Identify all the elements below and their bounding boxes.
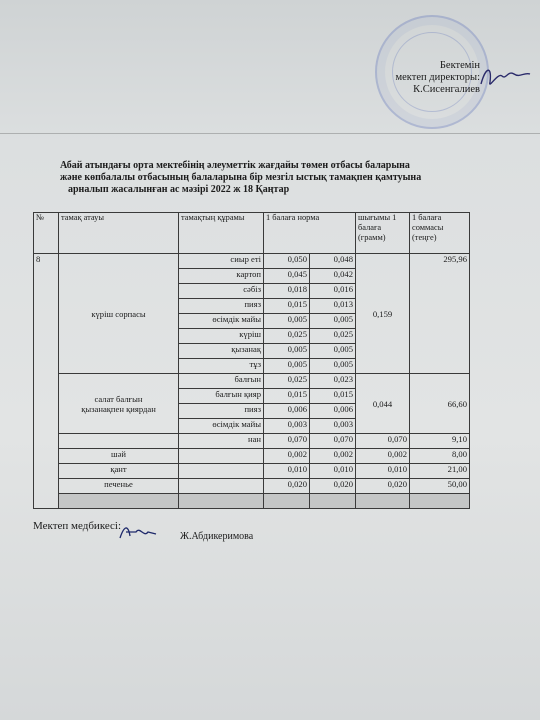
soup-name: күріш сорпасы <box>59 254 179 374</box>
nurse-name: Ж.Абдикеримова <box>180 531 254 542</box>
menu-table <box>33 212 470 509</box>
header-yield: шығымы 1 балаға (грамм) <box>356 213 410 254</box>
header-ingredient: тамақтың құрамы <box>179 213 264 254</box>
approval-block <box>380 60 480 96</box>
header-norm: 1 балаға норма <box>264 213 356 254</box>
salad-sum: 66,60 <box>410 374 470 434</box>
salad-yield: 0,044 <box>356 374 410 434</box>
table-row: сәбіз 0,018 0,016 <box>34 284 470 299</box>
title-line-2: және көпбалалы отбасының балаларына бір мезгіл ыстық тамақпен қамтуына <box>60 172 422 183</box>
header-dish: тамақ атауы <box>59 213 179 254</box>
table-row: 8 күріш сорпасы сиыр еті 0,050 0,048 0,159 295,96 <box>34 254 470 269</box>
soup-sum: 295,96 <box>410 254 470 374</box>
header-sum: 1 балаға соммасы (теңге) <box>410 213 470 254</box>
table-row: тұз 0,005 0,005 <box>34 359 470 374</box>
table-row: өсімдік майы 0,005 0,005 <box>34 314 470 329</box>
table-header-row <box>34 213 470 254</box>
table-row: қант 0,010 0,010 0,010 21,00 <box>34 464 470 479</box>
document-title <box>60 160 480 196</box>
salad-name: салат балғын қызанақпен қиярдан <box>59 374 179 434</box>
table-row: қызанақ 0,005 0,005 <box>34 344 470 359</box>
approval-line-2: мектеп директоры: <box>395 72 480 83</box>
title-line-3: арналып жасалынған ас мәзірі 2022 ж 18 Қаңтар <box>68 184 290 195</box>
soup-yield: 0,159 <box>356 254 410 374</box>
table-row: күріш 0,025 0,025 <box>34 329 470 344</box>
table-row: пияз 0,015 0,013 <box>34 299 470 314</box>
table-row: пияз 0,006 0,006 <box>34 404 470 419</box>
table-row: картоп 0,045 0,042 <box>34 269 470 284</box>
approval-line-1: Бектемін <box>439 60 480 71</box>
table-row: салат балғын қызанақпен қиярдан балғын 0,025 0,023 0,044 66,60 <box>34 374 470 389</box>
approval-line-3: К.Сисенгалиев <box>413 84 480 95</box>
horizontal-divider <box>0 133 540 134</box>
director-signature <box>478 62 533 92</box>
table-row: өсімдік майы 0,003 0,003 <box>34 419 470 434</box>
nurse-signature <box>118 522 158 542</box>
nurse-label: Мектеп медбикесі: <box>33 520 122 532</box>
title-line-1: Абай атындағы орта мектебінің әлеуметтік жағдайы төмен отбасы баларына <box>60 160 410 171</box>
table-row: печенье 0,020 0,020 0,020 50,00 <box>34 479 470 494</box>
table-row: шәй 0,002 0,002 0,002 8,00 <box>34 449 470 464</box>
header-num: № <box>34 213 59 254</box>
table-row: балғын қияр 0,015 0,015 <box>34 389 470 404</box>
total-row <box>34 494 470 509</box>
table-row: нан 0,070 0,070 0,070 9,10 <box>34 434 470 449</box>
row-number: 8 <box>34 254 59 509</box>
